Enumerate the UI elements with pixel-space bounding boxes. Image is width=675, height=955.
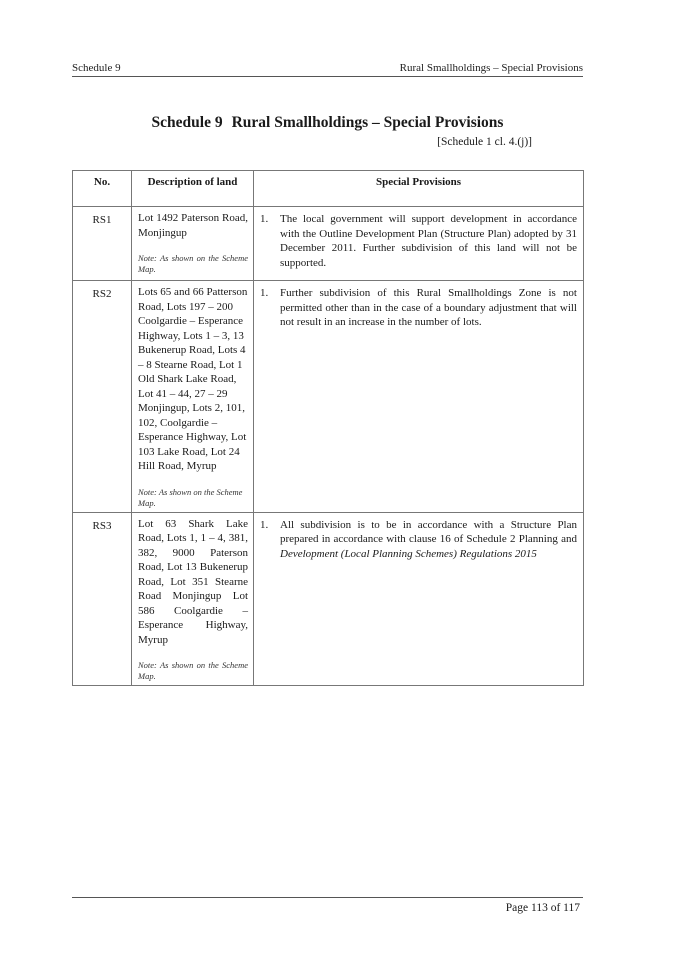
table-row: [73, 281, 584, 513]
row-number: RS3: [73, 512, 132, 686]
provision-number: 1.: [260, 518, 269, 531]
footer-rule: [72, 897, 583, 898]
page-number: Page 113 of 117: [505, 902, 580, 914]
provision-text: Further subdivision of this Rural Smallholdings Zone is not permitted other than in the case of a boundary adjustment that will not result in an increase in the number of lots.: [280, 287, 577, 328]
scheme-map-note: Note: As shown on the Scheme Map.: [138, 253, 248, 274]
provision-number: 1.: [260, 287, 269, 299]
provisions-table: [72, 170, 584, 686]
header-no: No.: [73, 171, 132, 207]
scheme-map-note: Note: As shown on the Scheme Map.: [138, 660, 248, 681]
row-number: RS2: [73, 281, 132, 513]
land-description: Lots 65 and 66 Patterson Road, Lots 197 – 200 Coolgardie – Esperance Highway, Lots 1 – 3, 13 Bukenerup Road, Lots 4 – 8 Stearne Road, Lot 1 Old Shark Lake Road, Lot 41 – 44, 27 – 29 Monjingup, Lots 2, 101, 102, Coolgardie – Esperance Highway, Lot 103 Lake Road, Lot 24 Hill Road, Myrup: [138, 286, 248, 472]
land-description-cell: [132, 512, 254, 686]
header-right: Rural Smallholdings – Special Provisions: [399, 62, 583, 74]
schedule-reference: [Schedule 1 cl. 4.(j)]: [437, 136, 532, 148]
land-description-cell: [132, 207, 254, 281]
regulations-title: Development (Local Planning Schemes) Regulations 2015: [280, 547, 537, 560]
provision-text-plain: All subdivision is to be in accordance with a Structure Plan prepared in accordance with clause 16 of Schedule 2 Planning and: [280, 518, 577, 545]
land-description: Lot 1492 Paterson Road, Monjingup: [138, 212, 248, 239]
running-header: [72, 62, 583, 74]
provision-number: 1.: [260, 213, 269, 225]
provision-item: [260, 286, 577, 330]
provision-text: The local government will support development in accordance with the Outline Development Plan (Structure Plan) adopted by 31 December 2011. Further subdivision of this land will not be supported.: [280, 213, 577, 269]
provision-item: [260, 212, 577, 270]
title-number: Schedule 9: [151, 114, 223, 131]
provision-item: [260, 518, 577, 562]
row-number: RS1: [73, 207, 132, 281]
header-left: Schedule 9: [72, 62, 121, 74]
provision-text: [280, 518, 577, 562]
special-provisions-cell: [254, 281, 584, 513]
table-row: [73, 207, 584, 281]
land-description-cell: [132, 281, 254, 513]
header-provisions: Special Provisions: [254, 171, 584, 207]
header-rule: [72, 76, 583, 77]
page-title: [72, 114, 583, 132]
title-text: Rural Smallholdings – Special Provisions: [231, 114, 504, 131]
header-description: Description of land: [132, 171, 254, 207]
special-provisions-cell: [254, 207, 584, 281]
land-description: Lot 63 Shark Lake Road, Lots 1, 1 – 4, 381, 382, 9000 Paterson Road, Lot 13 Bukenerup Road, Lot 351 Stearne Road Monjingup Lot 586 Coolgardie – Esperance Highway, Myrup: [138, 517, 248, 646]
table-row: [73, 512, 584, 686]
scheme-map-note: Note: As shown on the Scheme Map.: [138, 486, 243, 508]
table-header-row: [73, 171, 584, 207]
special-provisions-cell: [254, 512, 584, 686]
